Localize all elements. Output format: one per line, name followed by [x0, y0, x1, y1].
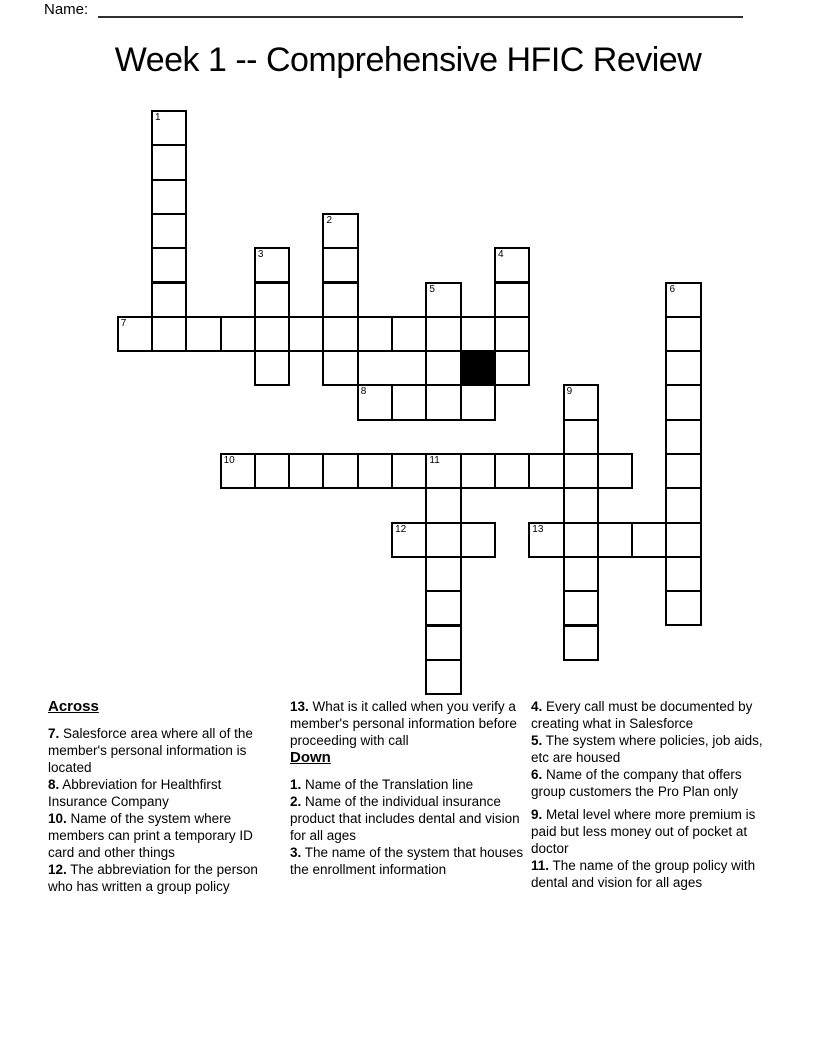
grid-cell [597, 522, 633, 558]
grid-cell [494, 453, 530, 489]
grid-cell [151, 144, 187, 180]
cell-number: 6 [669, 283, 676, 295]
clue-item: 6. Name of the company that offers group customers the Pro Plan only [531, 767, 742, 799]
grid-cell [528, 522, 564, 558]
grid-cell [254, 282, 290, 318]
grid-cell [117, 316, 153, 352]
name-label: Name: [44, 1, 89, 18]
grid-cell [665, 590, 701, 626]
grid-cell [391, 522, 427, 558]
grid-cell [494, 247, 530, 283]
grid-cell [528, 453, 564, 489]
grid-cell [425, 384, 461, 420]
cell-number: 7 [120, 317, 127, 329]
name-fill-line [98, 0, 743, 18]
clue-item: 1. Name of the Translation line [290, 777, 474, 792]
grid-cell [425, 522, 461, 558]
grid-cell [151, 316, 187, 352]
cell-number: 10 [223, 455, 235, 466]
clue-item: 3. The name of the system that houses the enrollment information [290, 845, 524, 877]
grid-cell [288, 453, 324, 489]
grid-cell [494, 350, 530, 386]
grid-cell [460, 522, 496, 558]
grid-cell [494, 316, 530, 352]
grid-cell [357, 316, 393, 352]
clue-number: 12. [48, 862, 67, 877]
grid-cell [254, 453, 290, 489]
clue-column-across [48, 698, 282, 895]
grid-cell [322, 247, 358, 283]
grid-cell [151, 179, 187, 215]
grid-cell [254, 316, 290, 352]
cell-number: 8 [360, 386, 367, 398]
grid-cell [322, 316, 358, 352]
grid-cell [357, 350, 428, 386]
grid-cell [563, 487, 599, 523]
grid-cell [665, 419, 701, 455]
grid-cell [563, 384, 599, 420]
grid-cell [322, 350, 358, 386]
clue-item: 10. Name of the system where members can print a temporary ID card and other things [48, 811, 253, 860]
grid-cell [288, 316, 324, 352]
cell-number: 12 [395, 523, 407, 535]
clue-number: 2. [290, 794, 302, 809]
grid-cell [151, 110, 187, 146]
grid-cell [425, 282, 461, 318]
grid-cell [665, 316, 701, 352]
grid-cell [391, 384, 427, 420]
clue-column-middle [290, 698, 524, 878]
grid-cell [460, 384, 496, 420]
grid-cell [220, 453, 256, 489]
cell-number: 3 [257, 249, 264, 261]
cell-number: 5 [429, 283, 435, 295]
grid-cell [357, 384, 393, 420]
cell-number: 2 [326, 214, 333, 226]
grid-cell [597, 453, 633, 489]
grid-cell [425, 487, 461, 523]
clue-number: 7. [48, 726, 60, 741]
grid-cell [665, 487, 701, 523]
clue-column-right [531, 698, 765, 891]
clue-item: 9. Metal level where more premium is paid but less money out of pocket at doctor [531, 807, 756, 856]
clue-number: 1. [290, 777, 302, 792]
grid-cell [665, 282, 701, 318]
clue-number: 5. [531, 733, 543, 748]
grid-cell [185, 316, 221, 352]
grid-cell [631, 522, 667, 558]
grid-cell [391, 316, 427, 352]
cell-number: 4 [497, 249, 504, 261]
clue-number: 6. [531, 767, 543, 782]
clue-item: 11. The name of the group policy with dental and vision for all ages [531, 858, 756, 890]
clue-item: 5. The system where policies, job aids, etc are housed [531, 733, 763, 765]
grid-cell [563, 419, 599, 455]
clue-item: 4. Every call must be documented by creating what in Salesforce [531, 699, 753, 731]
clue-number: 13. [290, 699, 309, 714]
grid-cell [563, 453, 599, 489]
grid-cell [665, 522, 701, 558]
clue-item: 8. Abbreviation for Healthfirst Insurance Company [48, 777, 222, 809]
clue-item: 13. What is it called when you verify a member's personal information before proceeding with call [290, 699, 517, 748]
clue-number: 4. [531, 699, 543, 714]
grid-cell [460, 316, 496, 352]
grid-cell [425, 316, 461, 352]
grid-cell [563, 590, 599, 626]
clue-number: 9. [531, 807, 543, 822]
clue-item: 2. Name of the individual insurance product that includes dental and vision for all ages [290, 794, 520, 843]
grid-cell [322, 213, 358, 249]
grid-cell [391, 453, 427, 489]
black-cell [460, 350, 496, 386]
grid-cell [357, 453, 393, 489]
grid-cell [425, 659, 461, 695]
grid-cell [254, 350, 290, 386]
clue-item: 7. Salesforce area where all of the member's personal information is located [48, 726, 253, 775]
grid-cell [563, 556, 599, 592]
grid-cell [665, 350, 701, 386]
cell-number: 11 [429, 455, 440, 466]
grid-cell [425, 556, 461, 592]
cell-number: 13 [532, 523, 544, 535]
grid-cell [425, 590, 461, 626]
grid-cell [665, 453, 701, 489]
grid-cell [322, 282, 358, 318]
grid-cell [220, 316, 256, 352]
grid-cell [322, 453, 358, 489]
page-title: Week 1 -- Comprehensive HFIC Review [114, 41, 702, 79]
grid-cell [460, 453, 496, 489]
clue-number: 10. [48, 811, 67, 826]
grid-cell [665, 556, 701, 592]
grid-cell [425, 350, 461, 386]
grid-cell [151, 247, 187, 283]
grid-cell [563, 625, 599, 661]
clue-number: 11. [531, 858, 550, 873]
clues-section-heading: Across [48, 698, 99, 715]
grid-cell [254, 247, 290, 283]
clues-section-heading: Down [290, 749, 331, 766]
clue-number: 3. [290, 845, 302, 860]
grid-cell [494, 282, 530, 318]
grid-cell [425, 625, 461, 661]
grid-cell [151, 213, 187, 249]
grid-cell [665, 384, 701, 420]
cell-number: 9 [566, 386, 573, 398]
grid-cell [425, 453, 461, 489]
clue-number: 8. [48, 777, 60, 792]
cell-number: 1 [154, 112, 161, 123]
grid-cell [563, 522, 599, 558]
grid-cell [151, 282, 187, 318]
clue-item: 12. The abbreviation for the person who has written a group policy [48, 862, 258, 894]
